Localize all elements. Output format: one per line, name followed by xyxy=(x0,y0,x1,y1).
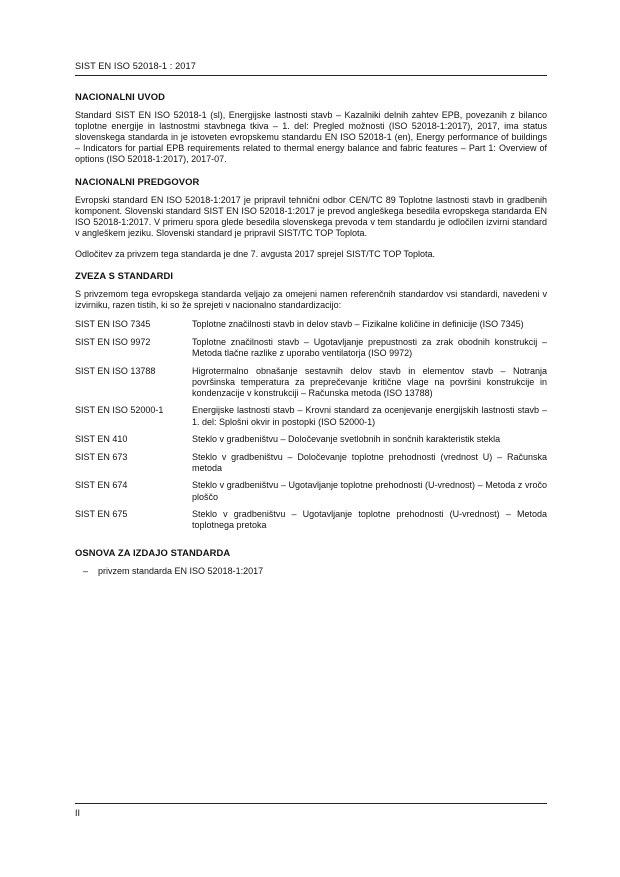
standard-title: Steklo v gradbeništvu – Ugotavljanje toplotne prehodnosti (U-vrednost) – Metoda toplotnega pretoka xyxy=(192,509,547,531)
intro-paragraph: Standard SIST EN ISO 52018-1 (sl), Energijske lastnosti stavb – Kazalniki delnih zahtev EPB, povezanih z bilanco toplotne energije in lastnostmi stavbnega tkiva – 1. del: Pregled možnosti (ISO 52018-1:2017), 2017, ima status slovenskega standarda in je istoveten evropskemu standardu EN ISO 52018-1 (en), Energy performance of buildings – Indicators for partial EPB requirements related to thermal energy balance and fabric features – Part 1: Overview of options (ISO 52018-1:2017), 2017-07. xyxy=(75,110,547,165)
standard-title: Toplotne značilnosti stavb – Ugotavljanje prepustnosti za zrak obodnih konstrukcij – Metoda tlačne razlike z uporabo ventilatorja (ISO 9972) xyxy=(192,337,547,359)
dash-bullet: – xyxy=(83,565,89,576)
page-content xyxy=(75,91,547,577)
page-number: II xyxy=(75,808,81,818)
section-normative-references xyxy=(75,270,547,538)
table-row xyxy=(75,452,547,481)
header-rule xyxy=(75,75,547,76)
table-row xyxy=(75,366,547,406)
standard-title: Steklo v gradbeništvu – Določevanje svetlobnih in sončnih karakteristik stekla xyxy=(192,434,501,445)
section-heading: OSNOVA ZA IZDAJO STANDARDA xyxy=(75,546,231,558)
table-row xyxy=(75,319,547,337)
section-national-introduction xyxy=(75,91,547,166)
references-table xyxy=(75,319,547,537)
standard-code: SIST EN ISO 52000-1 xyxy=(75,405,164,416)
document-page xyxy=(75,0,547,877)
footer-rule xyxy=(75,803,547,804)
standard-code: SIST EN 674 xyxy=(75,480,128,491)
section-basis-for-publication xyxy=(75,547,547,577)
table-row xyxy=(75,480,547,509)
standard-code: SIST EN 410 xyxy=(75,434,128,445)
standard-title: Steklo v gradbeništvu – Določevanje toplotne prehodnosti (vrednost U) – Računska metoda xyxy=(192,451,547,473)
basis-list xyxy=(75,566,547,577)
table-row xyxy=(75,434,547,452)
table-row xyxy=(75,405,547,434)
standard-title: Steklo v gradbeništvu – Ugotavljanje toplotne prehodnosti (U-vrednost) – Metoda z vročo ploščo xyxy=(192,480,547,502)
section-national-foreword xyxy=(75,176,547,261)
section-heading: NACIONALNI UVOD xyxy=(75,91,166,102)
running-header: SIST EN ISO 52018-1 : 2017 xyxy=(75,61,196,71)
list-item xyxy=(83,566,547,577)
standard-code: SIST EN 675 xyxy=(75,509,128,520)
section-heading: NACIONALNI PREDGOVOR xyxy=(75,175,200,187)
foreword-paragraph: Evropski standard EN ISO 52018-1:2017 je pripravil tehnični odbor CEN/TC 89 Toplotne lastnosti stavb in gradbenih komponent. Slovenski standard SIST EN ISO 52018-1:2017 je prevod angleškega besedila evropskega standarda EN ISO 52018-1:2017. V primeru spora glede besedila slovenskega prevoda v tem standardu je odločilen izvirni standard v angleškem jeziku. Slovenski standard je pripravil SIST/TC TOP Toplota. xyxy=(75,194,547,238)
section-heading: ZVEZA S STANDARDI xyxy=(75,270,174,282)
table-row xyxy=(75,509,547,538)
references-intro: S privzemom tega evropskega standarda veljajo za omejeni namen referenčnih standardov vsi standardi, navedeni v izvirniku, razen tistih, ki so že sprejeti v nacionalno standardizacijo: xyxy=(75,289,547,311)
standard-code: SIST EN ISO 9972 xyxy=(75,337,151,347)
standard-title: Toplotne značilnosti stavb in delov stavb – Fizikalne količine in definicije (ISO 7345) xyxy=(192,319,524,330)
table-row xyxy=(75,337,547,366)
foreword-decision-paragraph: Odločitev za privzem tega standarda je dne 7. avgusta 2017 sprejel SIST/TC TOP Toplota. xyxy=(75,249,436,260)
list-item-text: privzem standarda EN ISO 52018-1:2017 xyxy=(98,565,264,576)
standard-code: SIST EN ISO 7345 xyxy=(75,319,151,330)
standard-title: Higrotermalno obnašanje sestavnih delov stavb in elementov stavb – Notranja površinska temperatura za preprečevanje kritične vlage na površini konstrukcije in kondenzacije v konstrukciji – Računska metoda (ISO 13788) xyxy=(192,365,547,398)
standard-title: Energijske lastnosti stavb – Krovni standard za ocenjevanje energijskih lastnosti stavb – 1. del: Splošni okvir in postopki (ISO 52000-1) xyxy=(192,405,547,427)
standard-code: SIST EN ISO 13788 xyxy=(75,365,156,376)
standard-code: SIST EN 673 xyxy=(75,451,128,462)
